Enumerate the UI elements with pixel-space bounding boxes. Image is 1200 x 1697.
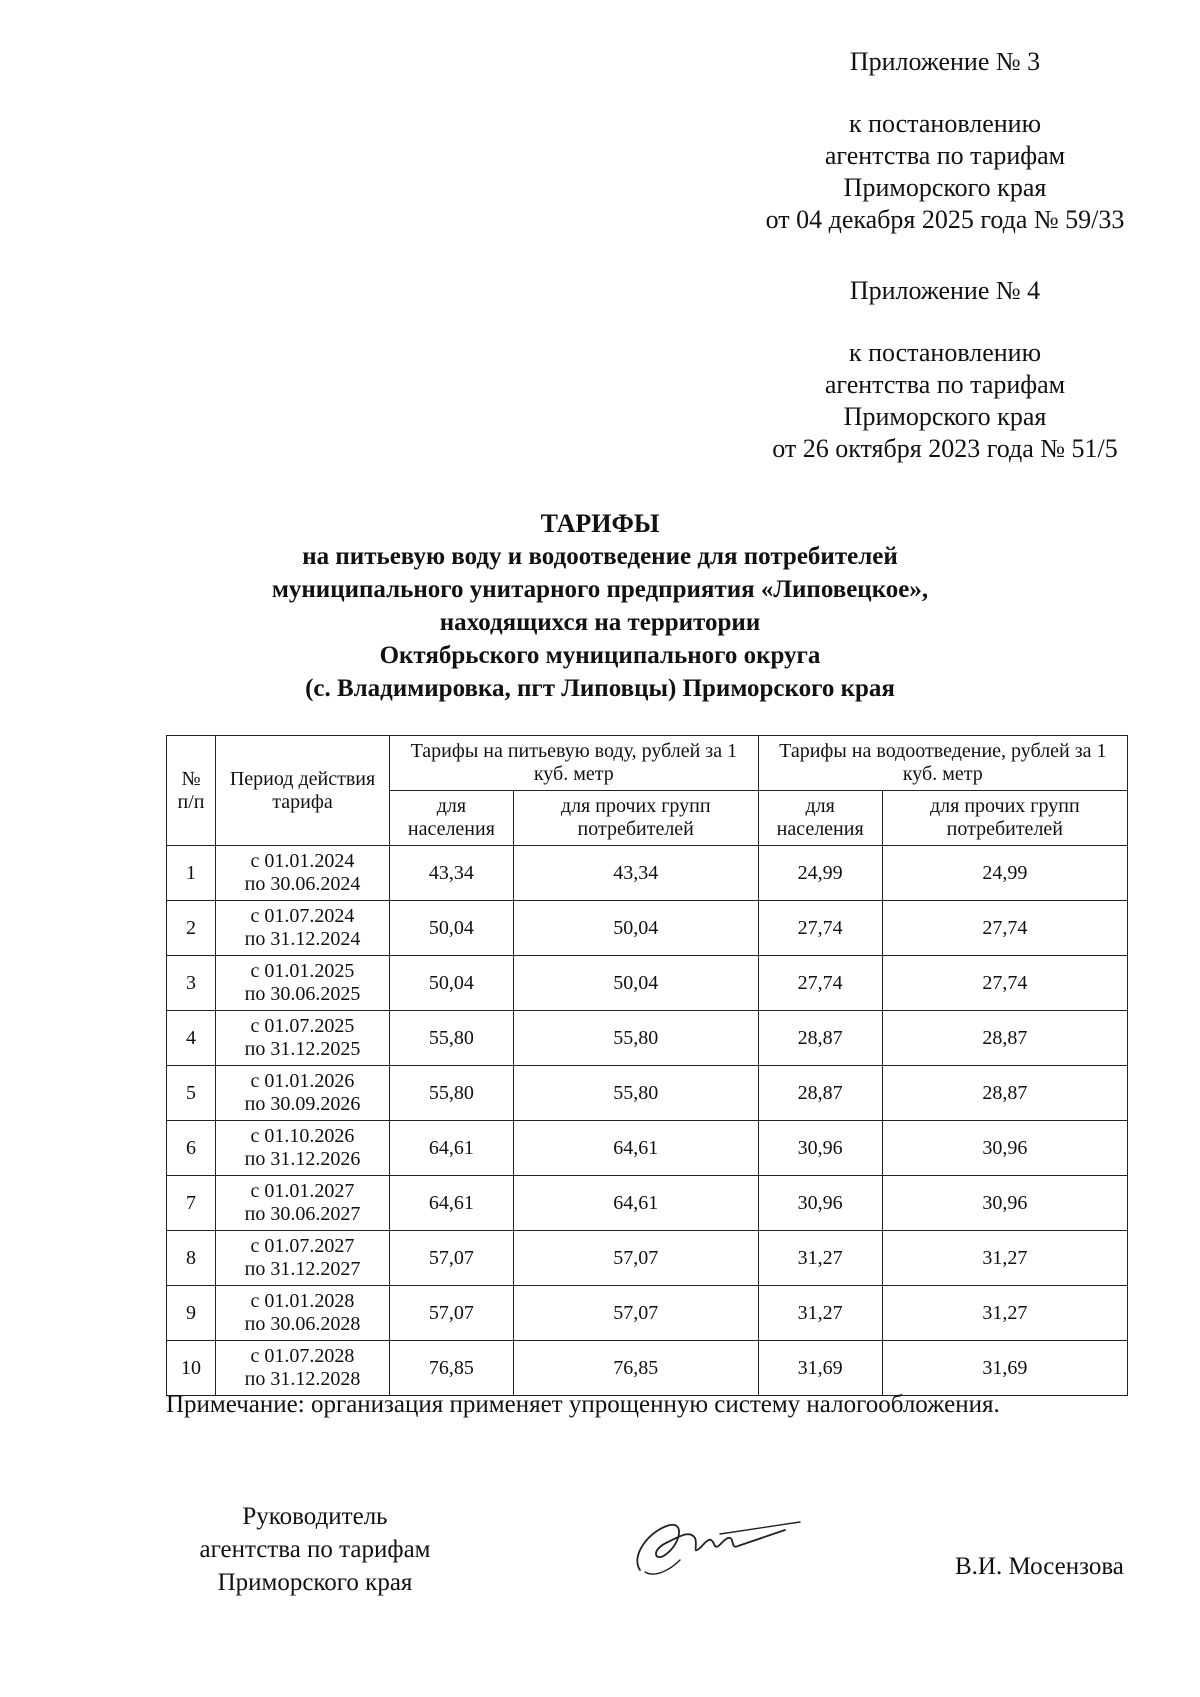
heading-line: (с. Владимировка, пгт Липовцы) Приморского края [305,675,895,702]
row-number-cell-text: 2 [186,916,196,939]
row-number-cell [167,1176,216,1231]
signer-position [165,1500,465,1599]
water-population-cell-text: 55,80 [428,1026,474,1049]
period-cell-text: по 31.12.2026 [244,1148,361,1170]
period-cell-text: с 01.10.2026 [250,1125,355,1147]
row-number-cell [167,1011,216,1066]
appendix-4-line: Приморского края [843,402,1047,431]
water-other-cell [513,956,758,1011]
row-number-cell [167,1341,216,1396]
water-other-cell-text: 57,07 [613,1301,659,1324]
water-other-cell-text: 64,61 [613,1136,659,1159]
sewage-other-cell-text: 28,87 [982,1081,1028,1104]
period-cell-text: с 01.01.2024 [250,850,355,872]
sewage-population-cell [758,1176,882,1231]
sewage-population-cell-text: 31,27 [797,1301,843,1324]
heading-line: на питьевую воду и водоотведение для потребителей [302,543,898,570]
header-sewage-other: для прочих групп потребителей [882,791,1127,846]
period-cell [216,901,390,956]
sewage-other-cell [882,1121,1127,1176]
sewage-other-cell [882,956,1127,1011]
water-population-cell [390,846,514,901]
sewage-other-cell-text: 27,74 [982,971,1028,994]
water-other-cell-text: 50,04 [613,916,659,939]
water-population-cell-text: 57,07 [428,1301,474,1324]
period-cell-text: с 01.01.2026 [250,1070,355,1092]
water-population-cell [390,956,514,1011]
header-sewage-population: для населения [758,791,882,846]
appendix-4-block [705,275,1185,465]
sewage-other-cell [882,1231,1127,1286]
water-population-cell-text: 64,61 [428,1136,474,1159]
note-text: Примечание: организация применяет упрощенную систему налогообложения. [166,1391,1000,1418]
document-heading [0,507,1200,705]
row-number-cell [167,1231,216,1286]
period-cell-text: по 30.06.2028 [244,1313,361,1335]
sewage-other-cell [882,901,1127,956]
signer-position-line: Приморского края [217,1569,413,1596]
row-number-cell-text: 9 [186,1301,196,1324]
row-number-cell-text: 1 [186,861,196,884]
row-number-cell [167,1121,216,1176]
sewage-population-cell-text: 28,87 [797,1026,843,1049]
sewage-population-cell-text: 31,69 [797,1356,843,1379]
water-population-cell [390,1176,514,1231]
period-cell [216,956,390,1011]
sewage-other-cell-text: 31,69 [982,1356,1028,1379]
water-other-cell [513,1176,758,1231]
period-cell-text: с 01.01.2028 [250,1290,355,1312]
water-other-cell-text: 55,80 [613,1026,659,1049]
period-cell-text: с 01.07.2028 [250,1345,355,1367]
row-number-cell [167,1066,216,1121]
header-sewage: Тарифы на водоотведение, рублей за 1 куб. метр [758,736,1127,791]
sewage-population-cell-text: 31,27 [797,1246,843,1269]
sewage-other-cell-text: 24,99 [982,861,1028,884]
sewage-population-cell [758,1066,882,1121]
appendix-4-line: от 26 октября 2023 года № 51/5 [772,434,1118,463]
water-population-cell [390,1121,514,1176]
water-population-cell-text: 64,61 [428,1191,474,1214]
sewage-population-cell-text: 27,74 [797,916,843,939]
header-num: № п/п [167,736,216,846]
sewage-other-cell [882,1176,1127,1231]
row-number-cell [167,846,216,901]
sewage-other-cell [882,1066,1127,1121]
sewage-population-cell [758,901,882,956]
sewage-population-cell [758,956,882,1011]
period-cell-text: по 31.12.2025 [244,1038,361,1060]
water-other-cell [513,1341,758,1396]
sewage-other-cell-text: 28,87 [982,1026,1028,1049]
sewage-population-cell [758,1231,882,1286]
sewage-population-cell [758,1011,882,1066]
period-cell-text: по 30.06.2024 [244,873,361,895]
water-population-cell-text: 76,85 [428,1356,474,1379]
water-other-cell-text: 57,07 [613,1246,659,1269]
sewage-population-cell-text: 30,96 [797,1191,843,1214]
sewage-other-cell [882,1011,1127,1066]
water-population-cell [390,1231,514,1286]
sewage-other-cell-text: 31,27 [982,1301,1028,1324]
sewage-population-cell [758,846,882,901]
period-cell-text: по 30.06.2027 [244,1203,361,1225]
sewage-other-cell [882,846,1127,901]
table-row [167,956,1128,1011]
appendix-4-line: агентства по тарифам [824,370,1066,399]
water-population-cell [390,1341,514,1396]
period-cell-text: по 31.12.2024 [244,928,361,950]
period-cell-text: с 01.07.2024 [250,905,355,927]
sewage-population-cell [758,1286,882,1341]
period-cell-text: с 01.07.2025 [250,1015,355,1037]
period-cell [216,1011,390,1066]
water-other-cell [513,901,758,956]
signer-position-line: Руководитель [242,1503,388,1530]
row-number-cell-text: 7 [186,1191,196,1214]
water-other-cell-text: 50,04 [613,971,659,994]
row-number-cell-text: 6 [186,1136,196,1159]
sewage-population-cell-text: 24,99 [797,861,843,884]
table-row [167,1066,1128,1121]
water-population-cell-text: 43,34 [428,861,474,884]
table-row [167,846,1128,901]
table-row [167,1176,1128,1231]
period-cell [216,846,390,901]
row-number-cell-text: 3 [186,971,196,994]
appendix-3-line: к постановлению [848,109,1042,138]
period-cell [216,1176,390,1231]
period-cell-text: по 30.09.2026 [244,1093,361,1115]
table-row [167,1286,1128,1341]
signer-position-line: агентства по тарифам [199,1536,431,1563]
period-cell-text: с 01.01.2027 [250,1180,355,1202]
period-cell [216,1341,390,1396]
sewage-other-cell [882,1286,1127,1341]
sewage-population-cell [758,1121,882,1176]
water-other-cell [513,1286,758,1341]
header-water: Тарифы на питьевую воду, рублей за 1 куб. метр [390,736,759,791]
tariff-table [166,735,1128,1396]
period-cell [216,1121,390,1176]
water-population-cell-text: 55,80 [428,1081,474,1104]
tariff-table-body [167,846,1128,1396]
header-water-other: для прочих групп потребителей [513,791,758,846]
water-population-cell-text: 50,04 [428,916,474,939]
sewage-other-cell [882,1341,1127,1396]
handwritten-signature [610,1500,810,1590]
row-number-cell-text: 5 [186,1081,196,1104]
sewage-other-cell-text: 30,96 [982,1136,1028,1159]
table-row [167,1231,1128,1286]
table-row [167,901,1128,956]
water-other-cell [513,1121,758,1176]
water-other-cell-text: 43,34 [613,861,659,884]
sewage-population-cell-text: 28,87 [797,1081,843,1104]
period-cell-text: с 01.07.2027 [250,1235,355,1257]
signer-name: В.И. Мосензова [955,1553,1124,1580]
sewage-population-cell-text: 27,74 [797,971,843,994]
water-other-cell [513,1066,758,1121]
heading-line: находящихся на территории [439,609,761,636]
sewage-population-cell-text: 30,96 [797,1136,843,1159]
period-cell-text: по 30.06.2025 [244,983,361,1005]
water-population-cell [390,901,514,956]
period-cell-text: с 01.01.2025 [250,960,355,982]
water-population-cell-text: 50,04 [428,971,474,994]
water-population-cell [390,1066,514,1121]
period-cell [216,1286,390,1341]
header-water-population: для населения [390,791,514,846]
document-title: ТАРИФЫ [540,509,660,538]
row-number-cell [167,1286,216,1341]
row-number-cell-text: 8 [186,1246,196,1269]
appendix-4-line: к постановлению [848,338,1042,367]
sewage-population-cell [758,1341,882,1396]
period-cell [216,1066,390,1121]
water-population-cell-text: 57,07 [428,1246,474,1269]
water-other-cell [513,1231,758,1286]
row-number-cell-text: 10 [181,1356,201,1379]
table-row [167,1121,1128,1176]
heading-line: Октябрьского муниципального округа [379,642,821,669]
row-number-cell [167,901,216,956]
sewage-other-cell-text: 30,96 [982,1191,1028,1214]
table-row [167,1341,1128,1396]
water-other-cell-text: 76,85 [613,1356,659,1379]
water-other-cell [513,846,758,901]
appendix-3-line: Приморского края [843,173,1047,202]
appendix-4-title: Приложение № 4 [849,276,1041,305]
row-number-cell [167,956,216,1011]
period-cell-text: по 31.12.2027 [244,1258,361,1280]
row-number-cell-text: 4 [186,1026,196,1049]
header-period: Период действия тарифа [216,736,390,846]
appendix-3-title: Приложение № 3 [849,47,1041,76]
water-other-cell-text: 55,80 [613,1081,659,1104]
table-row [167,1011,1128,1066]
water-population-cell [390,1011,514,1066]
sewage-other-cell-text: 27,74 [982,916,1028,939]
appendix-3-line: от 04 декабря 2025 года № 59/33 [765,205,1125,234]
period-cell-text: по 31.12.2028 [244,1368,361,1390]
water-other-cell-text: 64,61 [613,1191,659,1214]
appendix-3-block [705,46,1185,236]
period-cell [216,1231,390,1286]
appendix-3-line: агентства по тарифам [824,141,1066,170]
water-other-cell [513,1011,758,1066]
water-population-cell [390,1286,514,1341]
heading-line: муниципального унитарного предприятия «Липовецкое», [271,576,929,603]
sewage-other-cell-text: 31,27 [982,1246,1028,1269]
